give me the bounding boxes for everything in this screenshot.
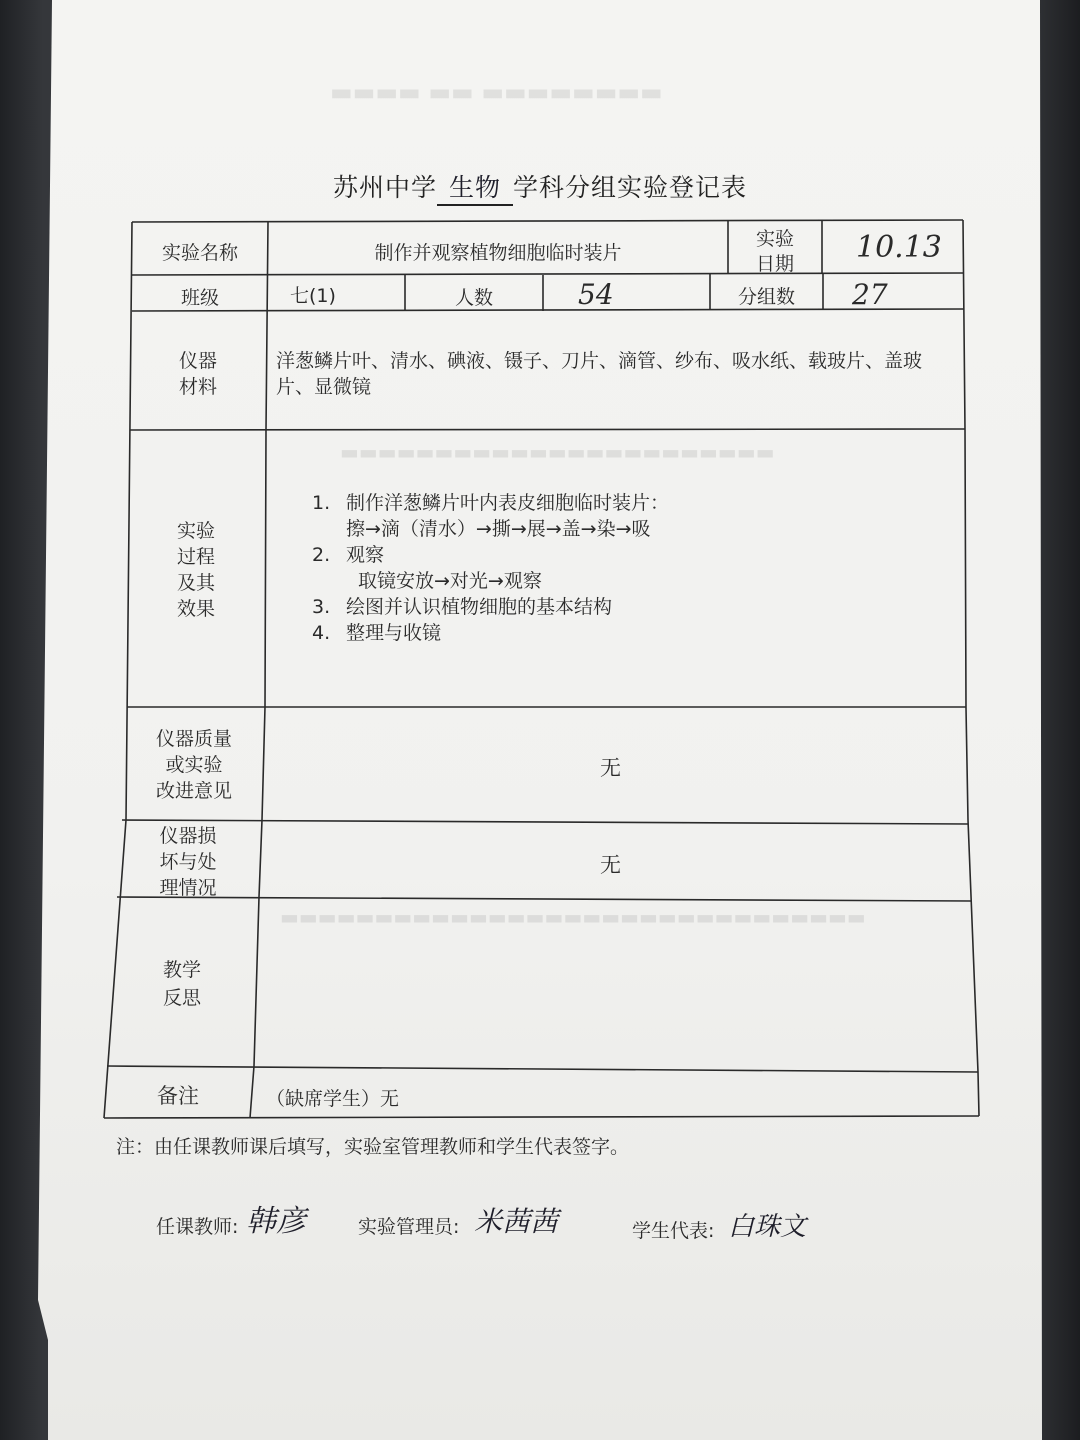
process-label-line4: 效果 [176, 598, 215, 620]
groups-value: 27 [852, 278, 888, 311]
process-label-line3: 及其 [176, 572, 215, 594]
remarks-label: 备注 [157, 1084, 199, 1108]
groups-label: 分组数 [737, 286, 795, 308]
step-1-detail: 擦→滴（清水）→撕→展→盖→染→吸 [346, 518, 651, 540]
exp-name-value: 制作并观察植物细胞临时装片 [374, 242, 622, 264]
title-suffix: 学科分组实验登记表 [513, 173, 748, 202]
process-label-line2: 过程 [176, 546, 215, 568]
damage-label-line1: 仪器损 [159, 825, 217, 847]
process-steps [312, 490, 669, 646]
reflection-label-line1: 教学 [162, 959, 201, 981]
student-label: 学生代表: [632, 1220, 715, 1242]
step-3 [312, 594, 669, 620]
process-label-line1: 实验 [176, 520, 215, 542]
count-label: 人数 [454, 287, 493, 309]
step-number: 1. [312, 492, 331, 514]
show-through-text: ▬▬▬▬▬▬▬▬▬▬▬▬▬▬▬▬▬▬▬▬▬▬▬▬▬▬▬▬▬▬▬ [280, 905, 866, 929]
title-subject: 生物 [437, 168, 513, 206]
step-number: 3. [312, 596, 331, 618]
date-label-line2: 日期 [755, 253, 794, 275]
step-number: 4. [312, 622, 331, 644]
step-text: 绘图并认识植物细胞的基本结构 [346, 596, 613, 618]
materials-line1: 洋葱鳞片叶、清水、碘液、镊子、刀片、滴管、纱布、吸水纸、载玻片、盖玻 [276, 350, 923, 372]
step-text: 观察 [346, 544, 385, 566]
step-number: 2. [312, 544, 331, 566]
step-2-detail: 取镜安放→对光→观察 [358, 570, 542, 592]
remarks-value: （缺席学生）无 [266, 1088, 400, 1110]
damage-value: 无 [600, 853, 621, 877]
class-label: 班级 [180, 287, 219, 309]
footnote: 注：由任课教师课后填写，实验室管理教师和学生代表签字。 [116, 1136, 630, 1158]
teacher-signature: 韩彦 [246, 1204, 306, 1239]
manager-label: 实验管理员: [358, 1216, 460, 1238]
date-value: 10.13 [856, 230, 942, 265]
step-text: 制作洋葱鳞片叶内表皮细胞临时装片： [346, 492, 670, 514]
show-through-text: ▬▬▬▬ ▬▬ ▬▬▬▬▬▬▬▬ [330, 78, 663, 106]
quality-label-line1: 仪器质量 [155, 728, 232, 750]
step-text: 整理与收镜 [346, 622, 442, 644]
reflection-label-line2: 反思 [162, 987, 201, 1009]
exp-name-label: 实验名称 [161, 242, 238, 264]
step-2 [312, 542, 669, 568]
show-through-text: ▬▬▬▬▬▬▬▬▬▬▬▬▬▬▬▬▬▬▬▬▬▬▬ [340, 440, 775, 464]
materials-label-line2: 材料 [178, 376, 217, 398]
step-1 [312, 490, 669, 516]
date-label-line1: 实验 [755, 228, 794, 250]
teacher-label: 任课教师: [156, 1216, 239, 1238]
count-value: 54 [578, 278, 614, 311]
materials-label-line1: 仪器 [178, 350, 217, 372]
title-prefix: 苏州中学 [332, 173, 437, 202]
quality-label-line3: 改进意见 [155, 780, 232, 802]
manager-signature: 米茜茜 [474, 1205, 559, 1238]
step-4 [312, 620, 669, 646]
student-signature: 白珠文 [728, 1212, 807, 1242]
damage-label-line3: 理情况 [159, 877, 217, 899]
class-value: 七(1) [290, 285, 336, 307]
materials-line2: 片、显微镜 [276, 376, 372, 398]
damage-label-line2: 坏与处 [159, 851, 217, 873]
quality-label-line2: 或实验 [165, 754, 223, 776]
quality-value: 无 [600, 756, 621, 780]
